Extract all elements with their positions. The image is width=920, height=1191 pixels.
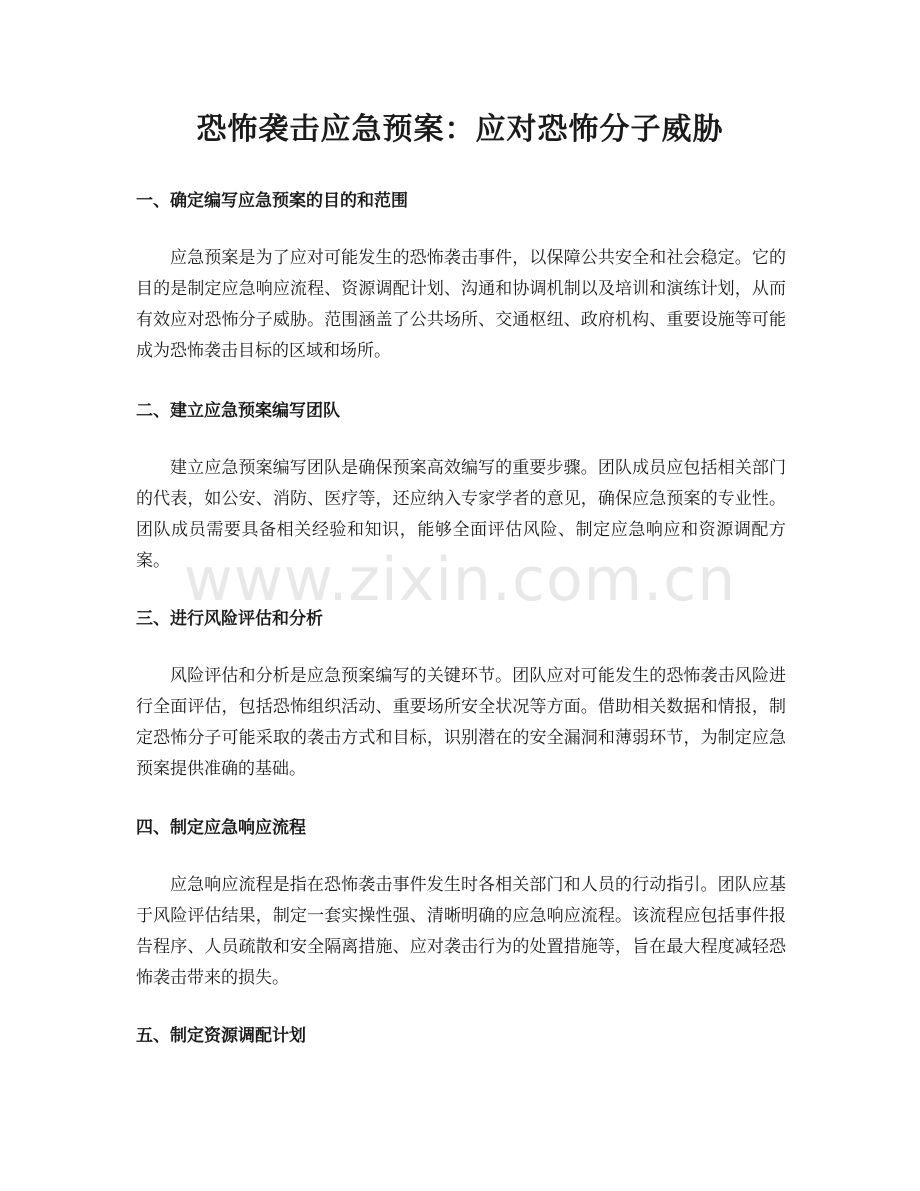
watermark: www.zixin.com.cn bbox=[183, 545, 737, 615]
section-paragraph: 应急响应流程是指在恐怖袭击事件发生时各相关部门和人员的行动指引。团队应基于风险评估结果，制定一套实操性强、清晰明确的应急响应流程。该流程应包括事件报告程序、人员疏散和安全隔离措施、应对袭击行为的处置措施等，旨在最大程度减轻恐怖袭击带来的损失。 bbox=[136, 875, 786, 988]
section-heading: 四、制定应急响应流程 bbox=[136, 818, 306, 838]
document-title: 恐怖袭击应急预案：应对恐怖分子威胁 bbox=[196, 112, 724, 147]
section-heading: 一、确定编写应急预案的目的和范围 bbox=[136, 191, 408, 211]
section-heading: 五、制定资源调配计划 bbox=[136, 1026, 306, 1046]
section-purpose-scope bbox=[136, 188, 786, 367]
section-resource-plan bbox=[136, 1023, 786, 1049]
section-risk-assessment bbox=[136, 606, 786, 785]
section-paragraph: 应急预案是为了应对可能发生的恐怖袭击事件，以保障公共安全和社会稳定。它的目的是制定应急响应流程、资源调配计划、沟通和协调机制以及培训和演练计划，从而有效应对恐怖分子威胁。范围涵盖了公共场所、交通枢纽、政府机构、重要设施等可能成为恐怖袭击目标的区域和场所。 bbox=[136, 248, 786, 361]
section-response-process bbox=[136, 815, 786, 994]
section-paragraph: 风险评估和分析是应急预案编写的关键环节。团队应对可能发生的恐怖袭击风险进行全面评估，包括恐怖组织活动、重要场所安全状况等方面。借助相关数据和情报，制定恐怖分子可能采取的袭击方式和目标，识别潜在的安全漏洞和薄弱环节，为制定应急预案提供准确的基础。 bbox=[136, 666, 786, 779]
section-heading: 二、建立应急预案编写团队 bbox=[136, 401, 340, 421]
section-paragraph: 建立应急预案编写团队是确保预案高效编写的重要步骤。团队成员应包括相关部门的代表，如公安、消防、医疗等，还应纳入专家学者的意见，确保应急预案的专业性。团队成员需要具备相关经验和知识，能够全面评估风险、制定应急响应和资源调配方案。 bbox=[136, 458, 786, 571]
section-team bbox=[136, 398, 786, 577]
section-heading: 三、进行风险评估和分析 bbox=[136, 609, 323, 629]
